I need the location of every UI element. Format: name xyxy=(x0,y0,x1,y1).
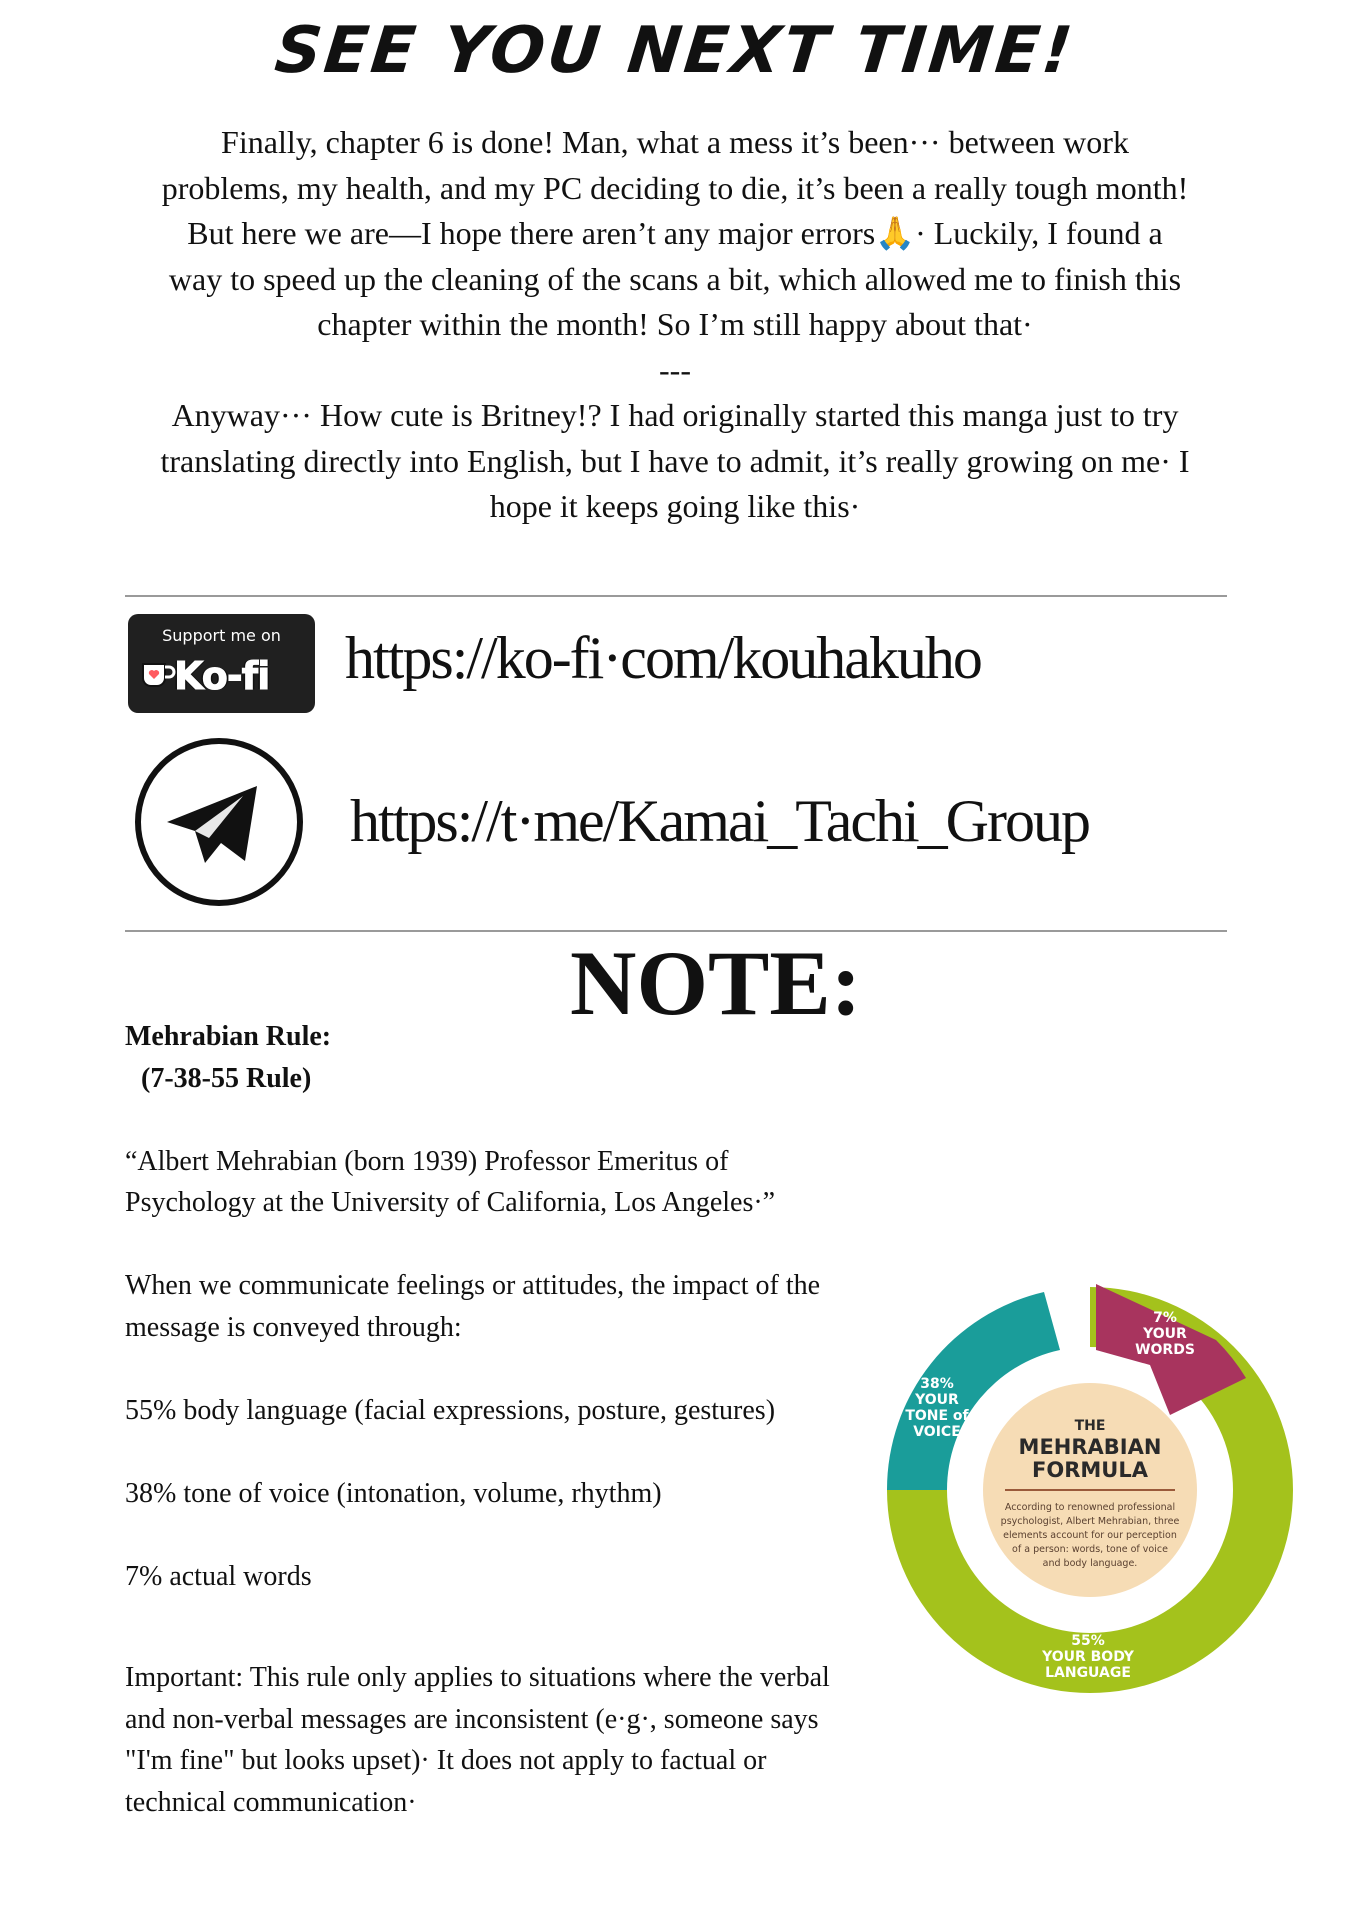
tone-label-1: YOUR xyxy=(915,1392,959,1408)
mehrabian-formula-graphic xyxy=(870,1270,1310,1710)
telegram-link[interactable]: https://t·me/Kamai_Tachi_Group xyxy=(350,788,1089,854)
rule-name: Mehrabian Rule: xyxy=(125,1021,332,1052)
tone-pct: 38% xyxy=(920,1376,954,1392)
tone-label-3: VOICE xyxy=(913,1424,961,1440)
body-label-1: YOUR BODY xyxy=(1042,1649,1134,1665)
center-title-1: MEHRABIAN xyxy=(1018,1435,1162,1459)
words-label-2: WORDS xyxy=(1135,1342,1195,1358)
divider-top xyxy=(125,595,1227,597)
telegram-icon[interactable] xyxy=(133,736,305,908)
body-pct: 55% xyxy=(1071,1633,1105,1649)
list-item-tone: 38% tone of voice (intonation, volume, rhythm) xyxy=(125,1477,662,1509)
kofi-link[interactable]: https://ko-fi·com/kouhakuho xyxy=(345,625,981,691)
intro-text xyxy=(160,120,1190,530)
center-desc-3: elements account for our perception xyxy=(1003,1530,1177,1541)
note-title: NOTE: xyxy=(570,932,862,1034)
center-desc-4: of a person: words, tone of voice xyxy=(1012,1544,1168,1555)
important-text: Important: This rule only applies to situations where the verbal and non-verbal messages are inconsistent (e·g·, someone says "I'm fine" but looks upset)· It does not apply to factual or technical communication· xyxy=(125,1662,830,1818)
center-the: THE xyxy=(1074,1418,1106,1434)
body-label-2: LANGUAGE xyxy=(1045,1665,1131,1681)
intro-separator: --- xyxy=(659,351,691,388)
kofi-badge[interactable] xyxy=(128,614,315,713)
kofi-cup-icon xyxy=(140,660,176,690)
kofi-badge-small-text: Support me on xyxy=(162,626,281,645)
intro-paragraph-2: Anyway··· How cute is Britney!? I had originally started this manga just to try translating directly into English, but I have to admit, it’s really growing on me· I hope it keeps going like this· xyxy=(160,397,1190,524)
list-item-body: 55% body language (facial expressions, posture, gestures) xyxy=(125,1394,776,1426)
list-item-words: 7% actual words xyxy=(125,1560,312,1592)
kofi-badge-big-text: Ko-fi xyxy=(174,654,270,698)
note-body xyxy=(125,1016,865,1865)
lead-text: When we communicate feelings or attitudes, the impact of the message is conveyed through: xyxy=(125,1270,821,1343)
intro-paragraph-1: Finally, chapter 6 is done! Man, what a mess it’s been··· between work problems, my health, and my PC deciding to die, it’s been a really tough month! But here we are—I hope there aren’t any major errors🙏· Luckily, I found a way to speed up the cleaning of the scans a bit, which allowed me to finish this chapter within the month! So I’m still happy about that· xyxy=(161,124,1189,342)
words-pct: 7% xyxy=(1153,1310,1177,1326)
words-label-1: YOUR xyxy=(1143,1326,1187,1342)
tone-label-2: TONE of xyxy=(905,1408,969,1424)
center-desc-1: According to renowned professional xyxy=(1004,1502,1176,1513)
center-title-2: FORMULA xyxy=(1032,1458,1148,1482)
center-desc-5: and body language. xyxy=(1042,1558,1138,1569)
center-desc-2: psychologist, Albert Mehrabian, three xyxy=(1000,1516,1180,1527)
page-title: SEE YOU NEXT TIME! xyxy=(271,14,1079,88)
quote-text: “Albert Mehrabian (born 1939) Professor Emeritus of Psychology at the University of California, Los Angeles·” xyxy=(125,1145,776,1218)
rule-code: (7-38-55 Rule) xyxy=(141,1062,312,1094)
